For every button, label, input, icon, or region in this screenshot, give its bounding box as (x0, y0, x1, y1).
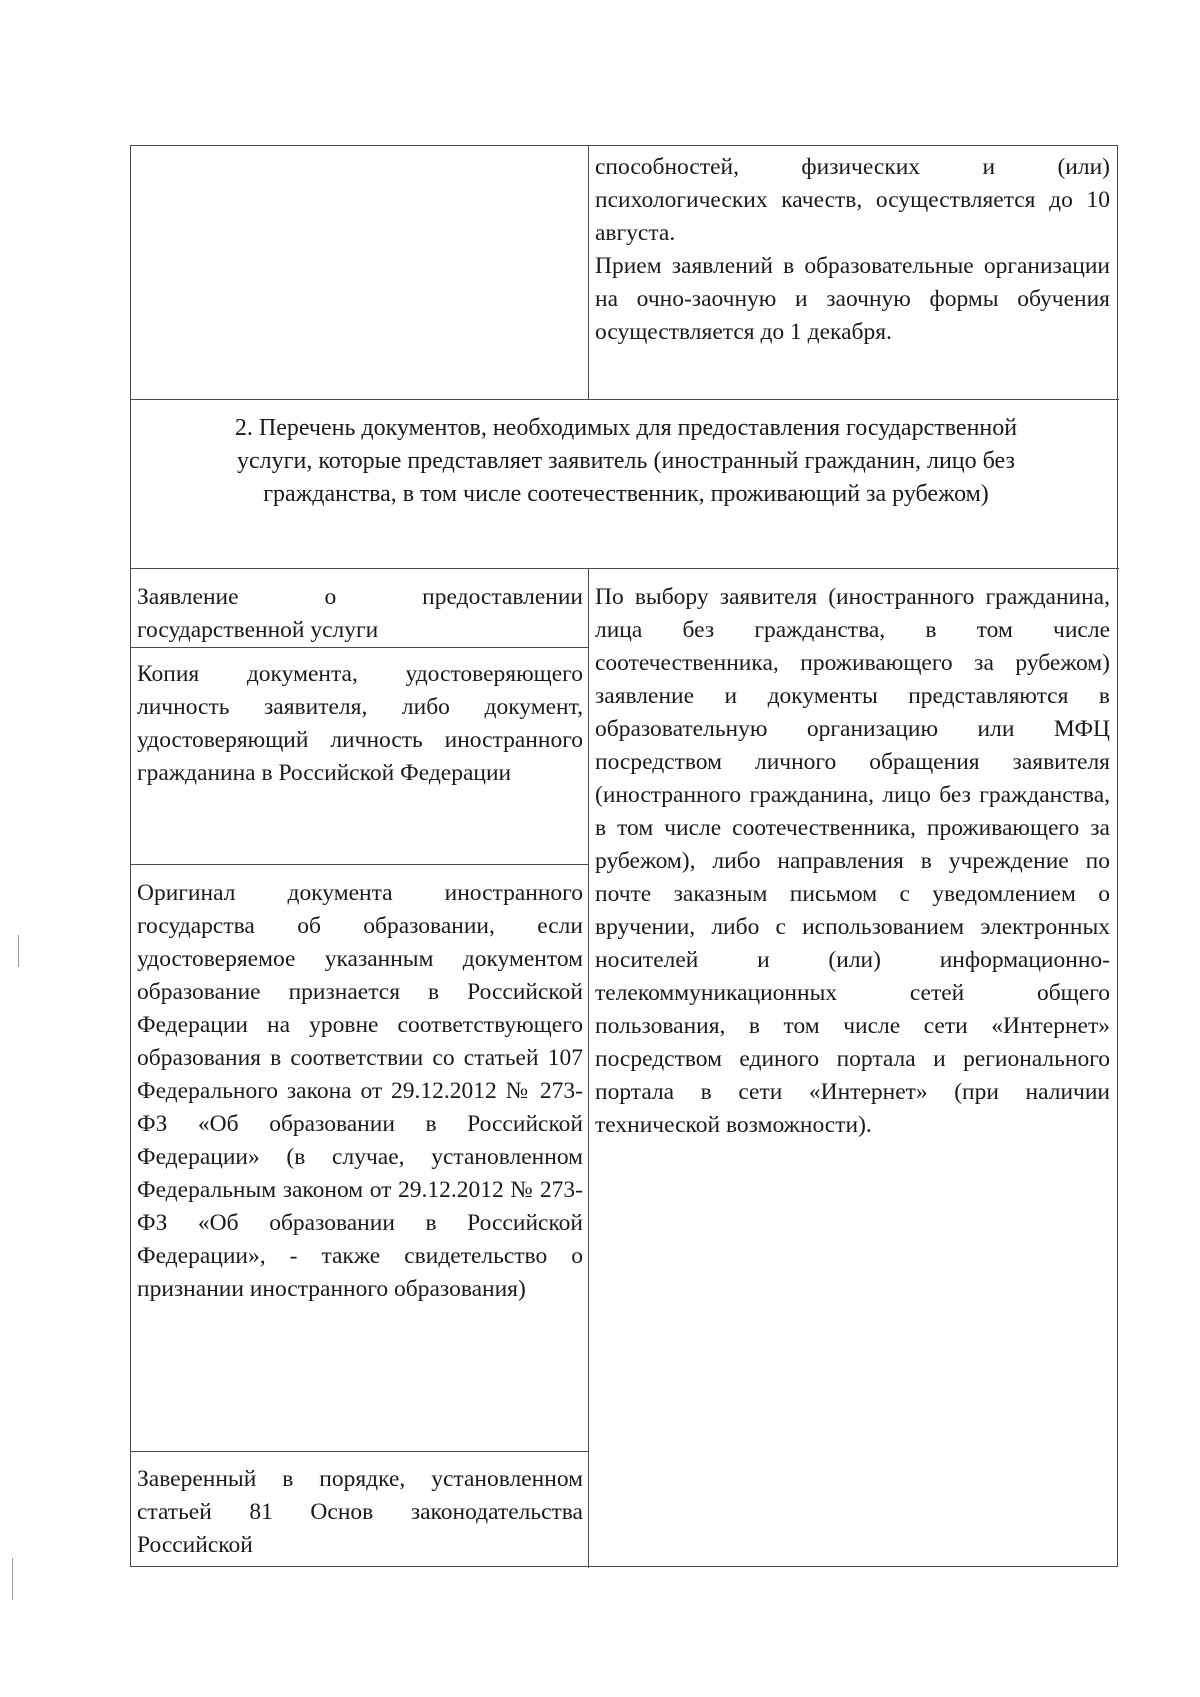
row-divider (131, 1451, 589, 1452)
row1-right-paragraph: Прием заявлений в образовательные организации на очно-заочную и заочную формы обучения осуществляется до 1 декабря. (595, 253, 1110, 345)
section-2-title: 2. Перечень документов, необходимых для предоставления государственной услуги, которые представляет заявитель (иностранный гражданин, лицо без гражданства, в том числе соотечественник, проживающий за рубежом) (234, 415, 1018, 507)
services-table (130, 145, 1118, 1567)
row1-left-cell (137, 146, 583, 399)
scan-mark (12, 1558, 13, 1600)
row-divider (131, 864, 589, 865)
document-item: Заявление о предоставлении государственной услуги (137, 584, 583, 643)
row-divider (131, 399, 1119, 400)
row-divider (131, 568, 1119, 569)
document-item: Заверенный в порядке, установленном статьей 81 Основ законодательства Российской (137, 1466, 583, 1558)
document-item: Копия документа, удостоверяющего личность заявителя, либо документ, удостоверяющий личность иностранного гражданина в Российской Федерации (137, 661, 583, 786)
row1-right-cell (595, 151, 1110, 349)
row-divider (131, 647, 589, 648)
submission-method-cell: По выбору заявителя (иностранного гражданина, лица без гражданства, в том числе соотечественника, проживающего за рубежом) заявление и документы представляются в образовательную организацию или МФЦ посредством личного обращения заявителя (иностранного гражданина, лицо без гражданства, в том числе соотечественника, проживающего за рубежом), либо направления в учреждение по почте заказным письмом с уведомлением о вручении, либо с использованием электронных носителей и (или) информационно-телекоммуникационных сетей общего пользования, в том числе сети «Интернет» посредством единого портала и регионального портала в сети «Интернет» (при наличии технической возможности). (595, 584, 1110, 1138)
row1-right-paragraph: способностей, физических и (или) психологических качеств, осуществляется до 10 августа. (595, 154, 1110, 246)
scan-mark (18, 935, 19, 967)
column-divider (588, 146, 589, 399)
document-item: Оригинал документа иностранного государства об образовании, если удостоверяемое указанным документом образование признается в Российской Федерации на уровне соответствующего образования в соответствии со статьей 107 Федерального закона от 29.12.2012 № 273-ФЗ «Об образовании в Российской Федерации» (в случае, установленном Федеральным законом от 29.12.2012 № 273-ФЗ «Об образовании в Российской Федерации», - также свидетельство о признании иностранного образования) (137, 880, 583, 1302)
column-divider (588, 568, 589, 1568)
